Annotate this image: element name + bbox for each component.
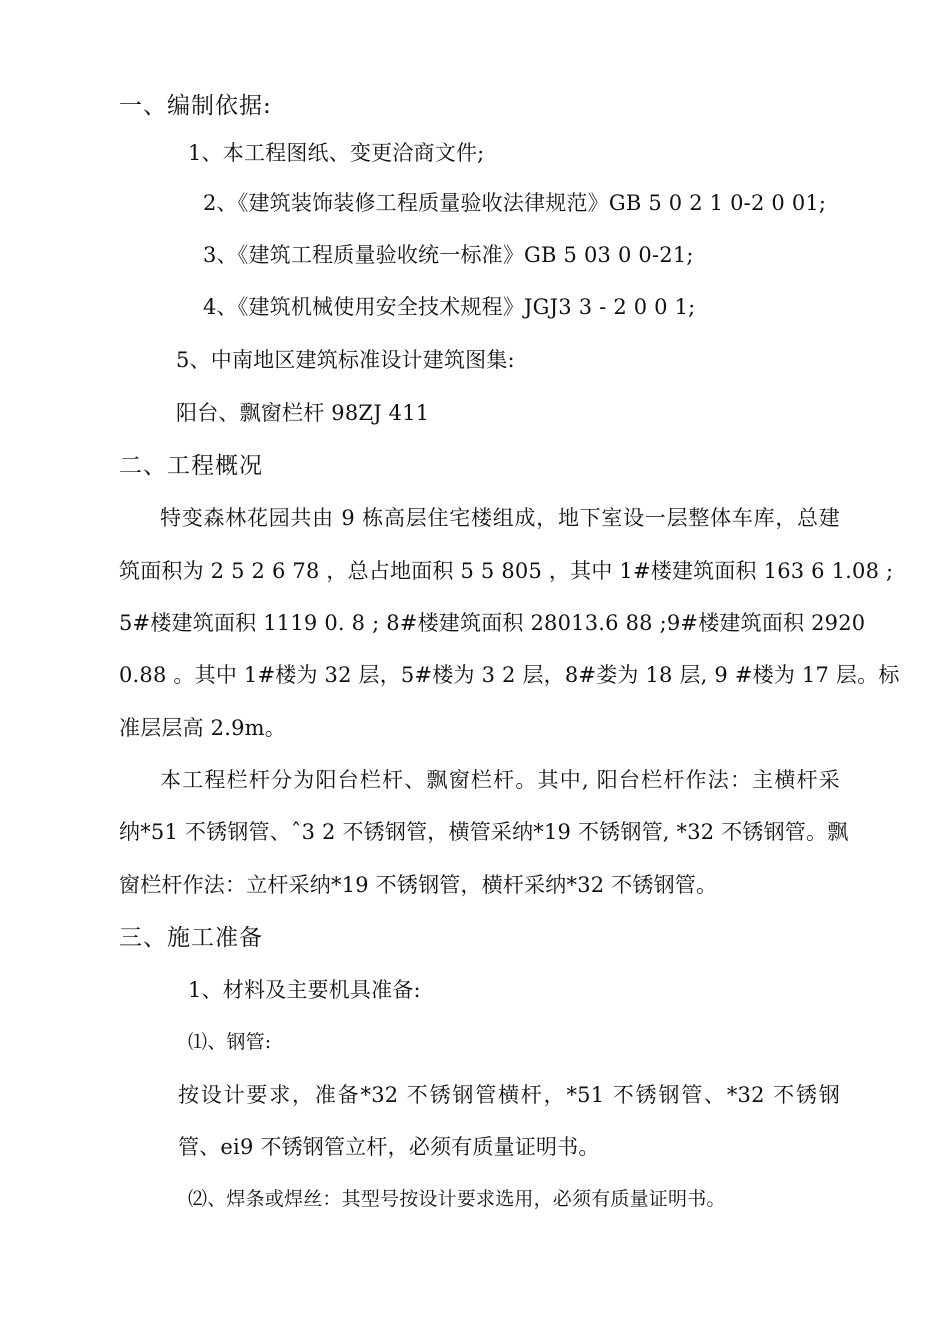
section-title-2: 二、工程概况 xyxy=(119,453,263,479)
section-title-3: 三、施工准备 xyxy=(119,925,263,951)
basis-item-4: 4、《建筑机械使用安全技术规程》JGJ3 3 - 2 0 0 1; xyxy=(203,295,696,319)
overview-paragraph-2-line-3: 窗栏杆作法：立杆采纳*19 不锈钢管，横杆采纳*32 不锈钢管。 xyxy=(119,873,718,897)
basis-item-5-detail: 阳台、飘窗栏杆 98ZJ 411 xyxy=(176,401,430,425)
overview-paragraph-1-line-1: 特变森林花园共由 9 栋高层住宅楼组成，地下室设一层整体车库，总建 xyxy=(160,506,840,530)
steel-pipe-requirement-line-1: 按设计要求，准备*32 不锈钢管横杆，*51 不锈钢管、*32 不锈钢 xyxy=(178,1083,840,1107)
basis-item-3: 3、《建筑工程质量验收统一标准》GB 5 03 0 0-21; xyxy=(203,243,694,267)
overview-paragraph-1-line-2: 筑面积为 2 5 2 6 78 ，总占地面积 5 5 805 ，其中 1#楼建筑面积 163 6 1.08 ; xyxy=(119,559,894,583)
overview-paragraph-1-line-4: 0.88 。其中 1#楼为 32 层，5#楼为 3 2 层，8#娄为 18 层, 9 #楼为 17 层。标 xyxy=(119,663,900,687)
overview-paragraph-2-line-1: 本工程栏杆分为阳台栏杆、飘窗栏杆。其中, 阳台栏杆作法：主横杆采 xyxy=(160,768,840,792)
overview-paragraph-1-line-5: 准层层高 2.9m。 xyxy=(119,716,286,740)
overview-paragraph-1-line-3: 5#楼建筑面积 1119 0. 8 ; 8#楼建筑面积 28013.6 88 ;9#楼建筑面积 2920 xyxy=(119,611,866,635)
steel-pipe-heading: ⑴、钢管: xyxy=(188,1031,272,1053)
overview-paragraph-2-line-2: 纳*51 不锈钢管、ˆ3 2 不锈钢管，横管采纳*19 不锈钢管, *32 不锈钢管。飘 xyxy=(119,820,849,844)
basis-item-1: 1、本工程图纸、变更洽商文件; xyxy=(188,141,485,165)
steel-pipe-requirement-line-2: 管、ei9 不锈钢管立杆，必须有质量证明书。 xyxy=(178,1135,600,1159)
welding-material-requirement: ⑵、焊条或焊丝：其型号按设计要求选用，必须有质量证明书。 xyxy=(188,1188,726,1210)
preparation-item-1: 1、材料及主要机具准备: xyxy=(188,978,421,1002)
basis-item-5: 5、中南地区建筑标准设计建筑图集: xyxy=(176,348,515,372)
basis-item-2: 2、《建筑装饰装修工程质量验收法律规范》GB 5 0 2 1 0-2 0 01; xyxy=(203,191,827,215)
section-title-1: 一、编制依据: xyxy=(119,93,272,119)
